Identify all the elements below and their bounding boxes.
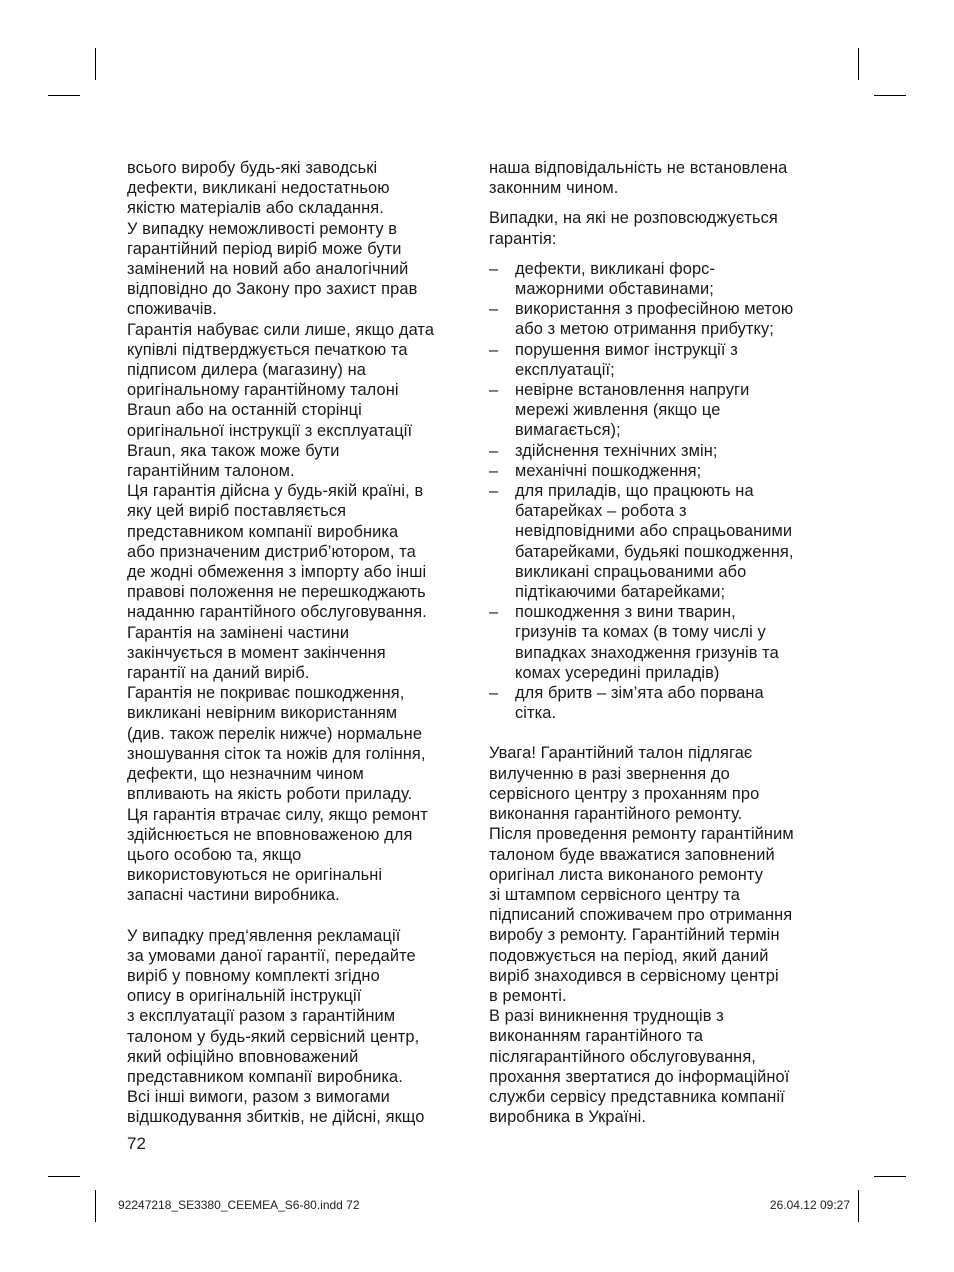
text-line: дефекти, викликані форс- (515, 259, 716, 278)
text-line: невідповідними або спрацьованими (515, 522, 793, 541)
list-item-text (515, 461, 701, 481)
text-line: прохання звертатися до інформаційної (489, 1067, 790, 1086)
text-line: випадках знаходження гризунів та (515, 643, 779, 662)
crop-mark (48, 95, 80, 96)
text-line: зношування сіток та ножів для гоління, (127, 744, 426, 763)
text-line: опису в оригінальній інструкції (127, 987, 362, 1006)
text-line: (див. також перелік нижче) нормальне (127, 724, 423, 743)
text-line: У випадку пред‘явлення рекламації (127, 926, 401, 945)
crop-mark (858, 48, 859, 80)
list-item-text (515, 259, 715, 299)
paragraph (127, 805, 477, 906)
text-line: для бритв – зім’ята або порвана (515, 684, 764, 703)
spacer (489, 249, 839, 259)
paragraph (127, 683, 477, 804)
paragraph (127, 219, 477, 320)
text-line: Після проведення ремонту гарантійним (489, 825, 794, 844)
text-line: талоном у будь-який сервісний центр, (127, 1027, 420, 1046)
text-line: наданню гарантійного обслуговування. (127, 603, 427, 622)
text-line: використання з професійною метою (515, 300, 794, 319)
text-line: закінчується в момент закінчення (127, 643, 386, 662)
text-line: здійснення технічних змін; (515, 441, 718, 460)
list-heading (489, 208, 839, 248)
text-line: Braun або на останній сторінці (127, 401, 362, 420)
text-line: Гарантія набуває сили лише, якщо дата (127, 320, 435, 339)
text-line: або призначеним дистриб’ютором, та (127, 542, 416, 561)
text-line: Всі інші вимоги, разом з вимогами (127, 1088, 390, 1107)
text-line: виробу з ремонту. Гарантійний термін (489, 926, 780, 945)
text-line: післягарантійного обслуговування, (489, 1047, 756, 1066)
text-line: талоном буде вважатися заповнений (489, 845, 775, 864)
text-line: механічні пошкодження; (515, 461, 702, 480)
list-marker: – (489, 684, 499, 703)
text-line: В разі виникнення труднощів з (489, 1007, 724, 1026)
paragraph (127, 320, 477, 482)
text-line: в ремонті. (489, 986, 567, 1005)
file-slug: 92247218_SE3380_CEEMEA_S6-80.indd 72 (118, 1198, 360, 1212)
text-line: викликані спрацьованими або (515, 562, 747, 581)
text-line: гарантійним талоном. (127, 462, 295, 481)
text-line: замінений на новий або аналогічний (127, 260, 409, 279)
text-line: підписом дилера (магазину) на (127, 361, 367, 380)
list-marker: – (489, 441, 499, 460)
left-column (127, 158, 477, 1128)
text-line: всього виробу будь-які заводські (127, 159, 378, 177)
list-item (489, 461, 839, 481)
text-line: підтікаючими батарейками; (515, 583, 726, 602)
text-line: цього особою та, якщо (127, 845, 302, 864)
crop-mark (48, 1176, 80, 1177)
text-line: купівлі підтверджується печаткою та (127, 340, 408, 359)
text-line: представником компанії виробника (127, 522, 399, 541)
list-marker: – (489, 461, 499, 480)
list-item-text (515, 602, 779, 683)
text-line: для приладів, що працюють на (515, 482, 754, 501)
spacer (127, 906, 477, 926)
paragraph (127, 1087, 477, 1127)
text-line: Гарантія на замінені частини (127, 623, 350, 642)
text-line: виробника в Україні. (489, 1108, 647, 1127)
text-line: оригінальної інструкції з експлуатації (127, 421, 413, 440)
list-marker: – (489, 603, 499, 622)
text-line: експлуатації; (515, 360, 615, 379)
text-line: виріб у повному комплекті згідно (127, 966, 380, 985)
text-line: виконанням гарантійного та (489, 1027, 704, 1046)
list-marker: – (489, 381, 499, 400)
text-line: якістю матеріалів або складання. (127, 199, 384, 218)
page-number: 72 (127, 1134, 146, 1153)
text-line: виконання гарантійного ремонту. (489, 805, 743, 824)
paragraph (127, 926, 477, 1088)
text-line: Ця гарантія дійсна у будь-якій країні, в (127, 482, 424, 501)
paragraph (489, 1006, 839, 1127)
list-item-text (515, 683, 764, 723)
text-line: яку цей виріб поставляється (127, 502, 347, 521)
list-item (489, 481, 839, 602)
list-item-text (515, 340, 738, 380)
text-line: гарантія: (489, 229, 557, 248)
text-line: служби сервісу представника компанії (489, 1087, 785, 1106)
crop-mark (858, 1190, 859, 1222)
text-line: представником компанії виробника. (127, 1067, 403, 1086)
right-column (489, 158, 839, 1127)
crop-mark (95, 1190, 96, 1222)
list-item-text (515, 299, 793, 339)
text-line: впливають на якість роботи приладу. (127, 785, 413, 804)
text-line: Ця гарантія втрачає силу, якщо ремонт (127, 805, 428, 824)
text-line: сітка. (515, 704, 557, 723)
text-line: оригінальному гарантійному талоні (127, 381, 399, 400)
list-item (489, 340, 839, 380)
text-line: за умовами даної гарантії, передайте (127, 946, 416, 965)
text-line: Випадки, на які не розповсюджується (489, 209, 778, 228)
text-line: підписаний споживачем про отримання (489, 906, 793, 925)
list-marker: – (489, 259, 499, 278)
text-line: зі штампом сервісного центру та (489, 885, 740, 904)
text-line: з експлуатації разом з гарантійним (127, 1007, 396, 1026)
text-line: пошкодження з вини тварин, (515, 603, 736, 622)
list-item (489, 441, 839, 461)
list-item (489, 602, 839, 683)
text-line: законним чином. (489, 179, 619, 198)
text-line: або з метою отримання прибутку; (515, 320, 774, 339)
list-item-text (515, 380, 749, 441)
text-line: гарантійний період виріб може бути (127, 239, 402, 258)
text-line: наша відповідальність не встановлена (489, 159, 788, 177)
text-line: гризунів та комах (в тому числі у (515, 623, 766, 642)
list-item-text (515, 441, 718, 461)
paragraph (489, 824, 839, 1006)
text-line: гарантії на даний виріб. (127, 664, 310, 683)
list-item-text (515, 481, 794, 602)
paragraph (127, 158, 477, 219)
exclusions-list (489, 259, 839, 724)
text-line: вилученню в разі звернення до (489, 764, 730, 783)
text-line: запасні частини виробника. (127, 886, 340, 905)
text-line: У випадку неможливості ремонту в (127, 219, 398, 238)
text-line: викликані невірним використанням (127, 704, 398, 723)
paragraph (127, 623, 477, 684)
text-line: батарейками, будьякі пошкодження, (515, 542, 794, 561)
list-item (489, 380, 839, 441)
text-line: подовжується на період, який даний (489, 946, 769, 965)
text-line: сервісного центру з проханням про (489, 784, 760, 803)
spacer (489, 723, 839, 743)
text-line: відповідно до Закону про захист прав (127, 280, 418, 299)
text-line: дефекти, викликані недостатньою (127, 179, 390, 198)
text-line: виріб знаходився в сервісному центрі (489, 966, 779, 985)
text-line: дефекти, що незначним чином (127, 765, 364, 784)
date-slug: 26.04.12 09:27 (769, 1198, 850, 1212)
crop-mark (874, 95, 906, 96)
list-marker: – (489, 340, 499, 359)
text-line: батарейках – робота з (515, 502, 687, 521)
text-line: Braun, яка також може бути (127, 441, 340, 460)
list-marker: – (489, 300, 499, 319)
text-line: здійснюється не вповноваженою для (127, 825, 413, 844)
list-item (489, 259, 839, 299)
text-line: який офіційно вповноважений (127, 1047, 359, 1066)
text-line: використовуються не оригінальні (127, 866, 383, 885)
spacer (489, 198, 839, 208)
crop-mark (874, 1176, 906, 1177)
list-item (489, 299, 839, 339)
text-line: комах усередині приладів) (515, 663, 720, 682)
text-line: порушення вимог інструкції з (515, 340, 738, 359)
text-line: де жодні обмеження з імпорту або інші (127, 563, 427, 582)
list-marker: – (489, 482, 499, 501)
paragraph (127, 481, 477, 622)
crop-mark (95, 48, 96, 80)
list-item (489, 683, 839, 723)
text-line: Увага! Гарантійний талон підлягає (489, 744, 753, 763)
text-line: мажорними обставинами; (515, 280, 714, 299)
paragraph (489, 743, 839, 824)
text-line: правові положення не перешкоджають (127, 583, 426, 602)
paragraph (489, 158, 839, 198)
text-line: споживачів. (127, 300, 217, 319)
text-line: відшкодування збитків, не дійсні, якщо (127, 1108, 425, 1127)
text-line: Гарантія не покриває пошкодження, (127, 684, 405, 703)
text-line: оригінал листа виконаного ремонту (489, 865, 764, 884)
text-line: мережі живлення (якщо це (515, 401, 721, 420)
text-line: вимагається); (515, 421, 621, 440)
text-line: невірне встановлення напруги (515, 381, 750, 400)
